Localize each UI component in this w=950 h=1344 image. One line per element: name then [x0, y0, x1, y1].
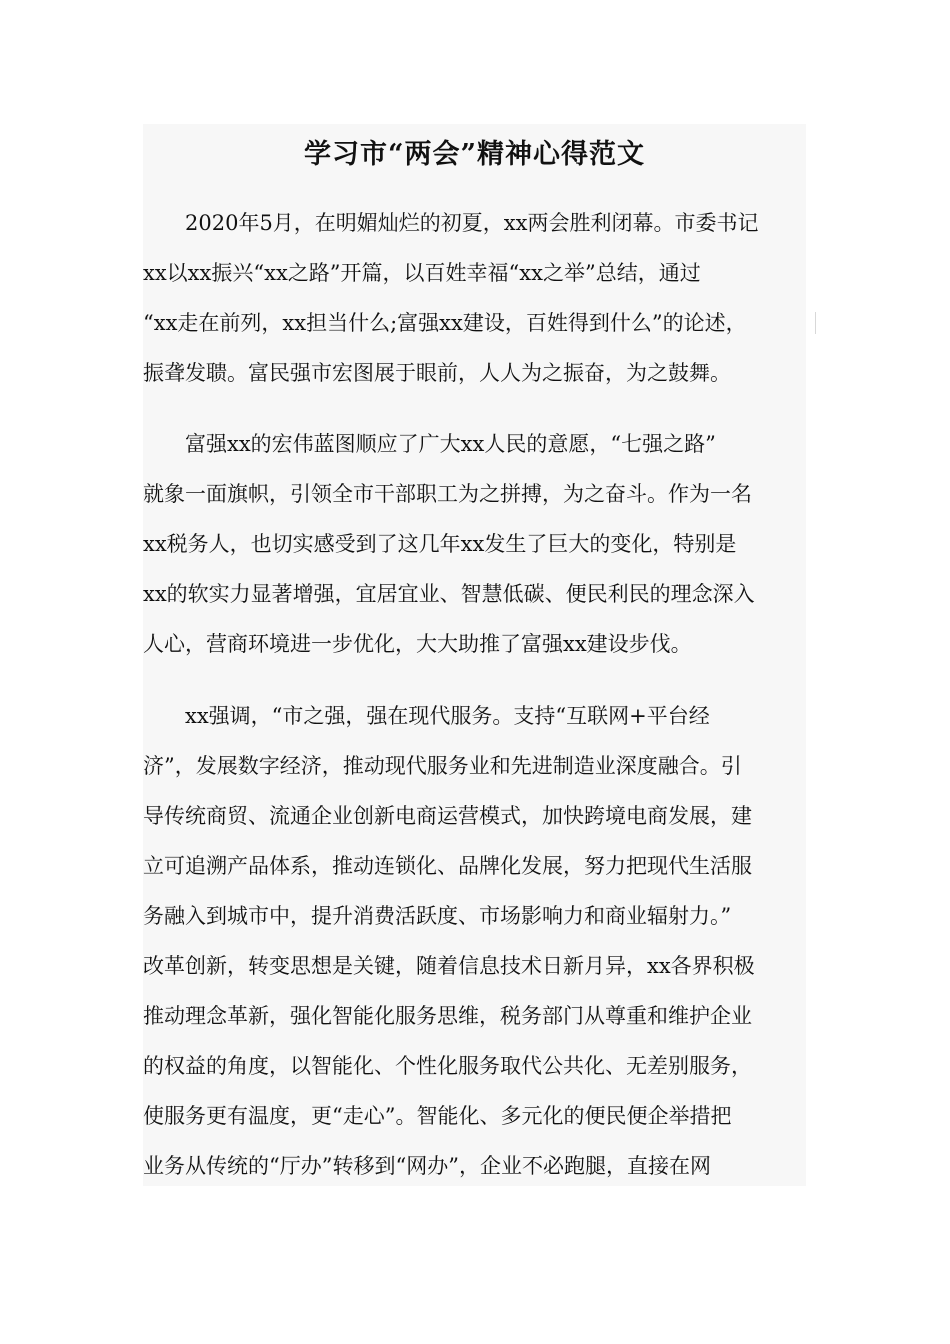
paragraph-1-line-1: 2020年5月，在明媚灿烂的初夏，xx两会胜利闭幕。市委书记 — [143, 211, 759, 235]
paragraph-2-line-5: 人心，营商环境进一步优化，大大助推了富强xx建设步伐。 — [143, 632, 692, 656]
paragraph-3-line-7: 推动理念革新，强化智能化服务思维，税务部门从尊重和维护企业 — [143, 1004, 752, 1028]
paragraph-2-line-3: xx税务人，也切实感受到了这几年xx发生了巨大的变化，特别是 — [143, 532, 737, 556]
paragraph-3-line-1: xx强调，“市之强，强在现代服务。支持“互联网+平台经 — [143, 704, 710, 728]
paragraph-1-line-3: “xx走在前列，xx担当什么;富强xx建设，百姓得到什么”的论述， — [143, 311, 747, 335]
paragraph-3-line-9: 使服务更有温度，更“走心”。智能化、多元化的便民便企举措把 — [143, 1104, 732, 1128]
paragraph-3-line-10: 业务从传统的“厅办”转移到“网办”，企业不必跑腿，直接在网 — [143, 1154, 711, 1178]
paragraph-3-line-4: 立可追溯产品体系，推动连锁化、品牌化发展，努力把现代生活服 — [143, 854, 752, 878]
paragraph-1-line-4: 振聋发聩。富民强市宏图展于眼前，人人为之振奋，为之鼓舞。 — [143, 361, 731, 385]
paragraph-1-line-2: xx以xx振兴“xx之路”开篇，以百姓幸福“xx之举”总结，通过 — [143, 261, 701, 285]
paragraph-2-line-4: xx的软实力显著增强，宜居宜业、智慧低碳、便民利民的理念深入 — [143, 582, 755, 606]
margin-mark — [815, 312, 816, 334]
paragraph-2-line-2: 就象一面旗帜，引领全市干部职工为之拼搏，为之奋斗。作为一名 — [143, 482, 752, 506]
paragraph-3-line-3: 导传统商贸、流通企业创新电商运营模式，加快跨境电商发展，建 — [143, 804, 752, 828]
paragraph-3-line-8: 的权益的角度，以智能化、个性化服务取代公共化、无差别服务， — [143, 1054, 752, 1078]
document-page — [143, 124, 806, 1186]
paragraph-3-line-2: 济”，发展数字经济，推动现代服务业和先进制造业深度融合。引 — [143, 754, 742, 778]
document-title: 学习市“两会”精神心得范文 — [303, 139, 646, 170]
paragraph-3-line-6: 改革创新，转变思想是关键，随着信息技术日新月异，xx各界积极 — [143, 954, 755, 978]
paragraph-3-line-5: 务融入到城市中，提升消费活跃度、市场影响力和商业辐射力。” — [143, 904, 732, 928]
paragraph-2-line-1: 富强xx的宏伟蓝图顺应了广大xx人民的意愿，“七强之路” — [143, 432, 716, 456]
